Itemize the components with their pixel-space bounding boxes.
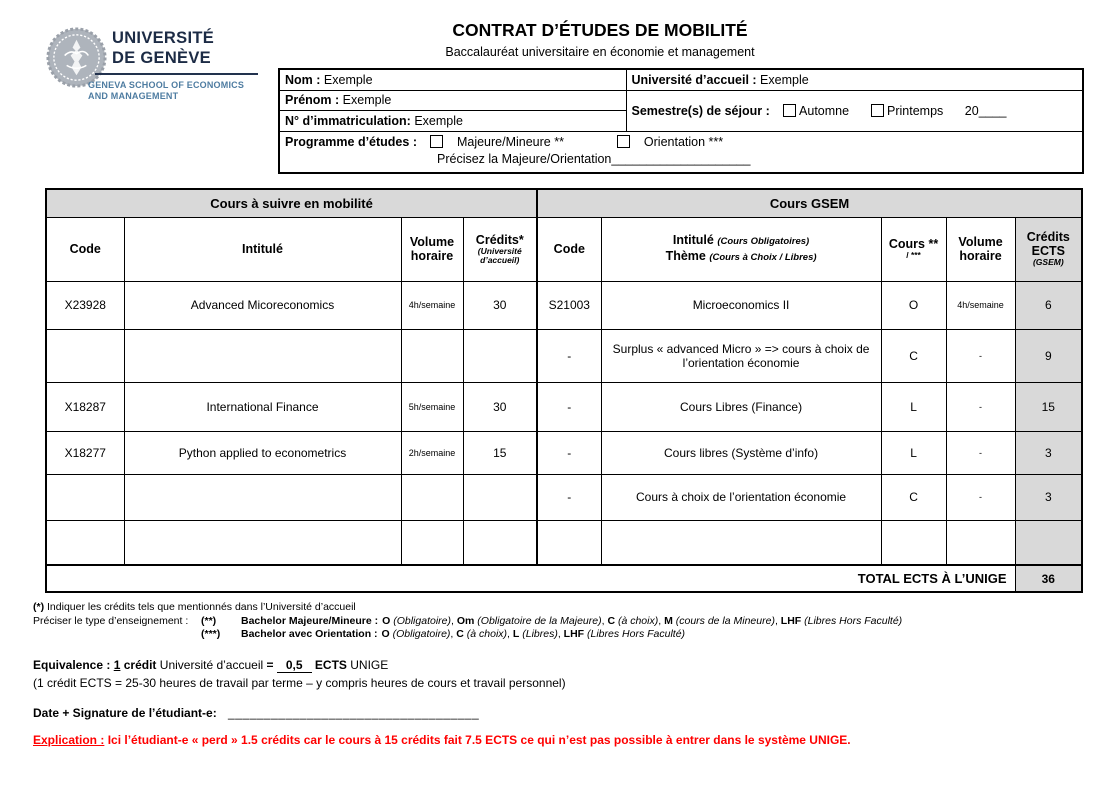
footnote-star1: (*) [33,601,45,613]
mobility-credits: 15 [463,431,537,474]
prenom-label: Prénom : [285,93,340,107]
equivalence-value: 0,5 [277,658,312,673]
mobility-credits: 30 [463,281,537,329]
mobility-intitule [124,329,401,382]
universite-accueil-cell [626,69,1083,90]
school-name-line1: GENEVA SCHOOL OF ECONOMICS [88,80,245,90]
gsem-volume: - [946,329,1015,382]
gsem-intitule: Cours Libres (Finance) [601,382,881,431]
equivalence-block [33,657,933,691]
footnote-line1-text: Indiquer les crédits tels que mentionnés dans l’Université d’accueil [47,601,356,613]
gsem-volume: - [946,474,1015,520]
gsem-ects: 3 [1015,474,1082,520]
mobility-credits: 30 [463,382,537,431]
gsem-cours-type: L [881,431,946,474]
mobility-volume: 2h/semaine [401,431,463,474]
gsem-cours-type [881,520,946,565]
col-header-ects: Crédits ECTS (GSEM) [1015,217,1082,281]
school-name-line2: AND MANAGEMENT [88,91,179,101]
col-header-volume-gsem: Volume horaire [946,217,1015,281]
col-header-intitule-theme: Intitulé (Cours Obligatoires) Thème (Cours à Choix / Libres) [601,217,881,281]
gsem-intitule: Cours à choix de l’orientation économie [601,474,881,520]
nom-cell [279,69,626,90]
page-title: CONTRAT D’ÉTUDES DE MOBILITÉ [452,20,748,40]
col-header-volume: Volume horaire [401,217,463,281]
majeure-mineure-label: Majeure/Mineure ** [456,134,564,149]
equivalence-credit-word: crédit [123,658,157,672]
mobility-volume: 5h/semaine [401,382,463,431]
gsem-ects: 15 [1015,382,1082,431]
total-ects-value: 36 [1015,565,1082,592]
semestre-cell [626,90,1083,131]
gsem-cours-type: L [881,382,946,431]
col-header-code: Code [46,217,124,281]
mobility-credits [463,474,537,520]
mobility-intitule [124,520,401,565]
group-header-mobility: Cours à suivre en mobilité [46,189,537,217]
school-name [88,80,244,102]
programme-label: Programme d’études : [285,134,417,149]
gsem-intitule [601,520,881,565]
gsem-ects: 3 [1015,431,1082,474]
universite-accueil-label: Université d’accueil : [631,72,757,87]
programme-line1 [285,135,1077,149]
gsem-volume [946,520,1015,565]
table-row [46,281,1082,329]
immatriculation-value: Exemple [414,113,463,128]
gsem-cours-type: C [881,329,946,382]
equivalence-unige: UNIGE [350,658,389,672]
prenom-cell [279,90,626,110]
col-header-code-gsem: Code [537,217,601,281]
footnote-items3: O (Obligatoire), C (à choix), L (Libres), LHF (Libres Hors Faculté) [381,628,686,640]
gsem-cours-type: C [881,474,946,520]
table-row [46,474,1082,520]
mobility-volume: 4h/semaine [401,281,463,329]
universite-accueil-value: Exemple [760,72,809,87]
immatriculation-label: N° d’immatriculation: [285,113,411,128]
equivalence-note: (1 crédit ECTS = 25-30 heures de travail par terme – y compris heures de cours et travail personnel) [33,676,566,690]
mobility-code: X18277 [46,431,124,474]
printemps-label: Printemps [887,103,944,118]
gsem-ects [1015,520,1082,565]
table-row [46,520,1082,565]
nom-value: Exemple [323,72,373,87]
prenom-value: Exemple [342,93,392,107]
gsem-intitule: Surplus « advanced Micro » => cours à choix de l’orientation économie [601,329,881,382]
mobility-code: X18287 [46,382,124,431]
checkbox-printemps[interactable] [871,104,884,117]
signature-label: Date + Signature de l’étudiant-e: [33,706,217,720]
mobility-credits [463,520,537,565]
gsem-code: - [537,474,601,520]
explication-block [33,733,1103,747]
checkbox-majeure-mineure[interactable] [430,135,443,148]
mobility-volume [401,329,463,382]
brand-divider [95,73,258,75]
mobility-credits [463,329,537,382]
equals-sign: = [266,658,274,672]
mobility-intitule: Python applied to econometrics [124,431,401,474]
explication-label: Explication : [33,733,105,747]
gsem-intitule: Cours libres (Système d’info) [601,431,881,474]
courses-table [45,188,1083,593]
university-name-line1: UNIVERSITÉ [112,29,215,47]
semestre-label: Semestre(s) de séjour : [631,103,770,118]
col-header-ects-sub: (GSEM) [1032,257,1064,268]
footnote-title2: Bachelor Majeure/Mineure : [241,614,379,627]
signature-line[interactable]: ___________________________________ [228,706,480,720]
orientation-label: Orientation *** [643,134,724,149]
programme-cell [279,131,1083,173]
footnote-title3: Bachelor avec Orientation : [241,628,378,640]
gsem-code: - [537,329,601,382]
explication-text: Ici l’étudiant-e « perd » 1.5 crédits car le cours à 15 crédits fait 7.5 ECTS ce qui n’est pas possible à entrer dans le système UNIGE. [107,733,851,747]
equivalence-line [33,657,933,673]
col-header-credits: Crédits* (Université d’accueil) [463,217,537,281]
gsem-code [537,520,601,565]
gsem-volume: - [946,382,1015,431]
col-header-intitule-sub: (Cours Obligatoires) [717,236,810,247]
gsem-intitule: Microeconomics II [601,281,881,329]
mobility-intitule: International Finance [124,382,401,431]
col-header-intitule: Intitulé [124,217,401,281]
footnote-line2 [33,615,1093,629]
precisez-blank[interactable]: Précisez la Majeure/Orientation____________________ [437,151,751,166]
mobility-volume [401,520,463,565]
equivalence-credit-num: 1 [113,658,121,672]
mobility-volume [401,474,463,520]
equivalence-label: Equivalence : [33,658,111,672]
footnote-line3 [33,628,1093,642]
footnote-items2: O (Obligatoire), Om (Obligatoire de la Majeure), C (à choix), M (cours de la Mineure), LHF (Libres Hors Faculté) [382,614,903,627]
university-name-line2: DE GENÈVE [112,48,211,67]
nom-label: Nom : [285,72,321,87]
title-block [180,20,1020,59]
gsem-ects: 9 [1015,329,1082,382]
equivalence-univ: Université d’accueil [159,658,264,672]
table-row [46,382,1082,431]
year-blank[interactable]: 20____ [964,103,1007,118]
mobility-code [46,474,124,520]
gsem-cours-type: O [881,281,946,329]
automne-label: Automne [799,103,850,118]
mobility-intitule: Advanced Micoreconomics [124,281,401,329]
mobility-code [46,520,124,565]
footnote-prefix: Préciser le type d’enseignement : [33,614,189,627]
col-header-credits-sub: (Université d’accueil) [477,245,522,265]
footnote-line1 [33,601,1093,615]
table-row [46,329,1082,382]
student-info-form [278,68,1084,174]
mobility-intitule [124,474,401,520]
immatriculation-cell [279,110,626,131]
footnotes [33,601,1093,642]
gsem-volume: - [946,431,1015,474]
group-header-gsem: Cours GSEM [537,189,1082,217]
gsem-code: - [537,382,601,431]
mobility-code: X23928 [46,281,124,329]
col-header-cours-sub: / *** [906,250,921,261]
col-header-cours-type: Cours ** / *** [881,217,946,281]
page-subtitle: Baccalauréat universitaire en économie et management [445,45,755,59]
footnote-star3: (***) [201,628,221,640]
gsem-code: S21003 [537,281,601,329]
footnote-star2: (**) [201,614,217,627]
gsem-code: - [537,431,601,474]
table-row [46,431,1082,474]
total-row [46,565,1082,592]
total-ects-label: TOTAL ECTS À L’UNIGE [46,565,1015,592]
signature-block [33,706,479,720]
checkbox-automne[interactable] [783,104,796,117]
mobility-code [46,329,124,382]
gsem-volume: 4h/semaine [946,281,1015,329]
equivalence-ects: ECTS [314,658,347,672]
checkbox-orientation[interactable] [617,135,630,148]
col-header-theme-sub: (Cours à Choix / Libres) [709,252,817,263]
gsem-ects: 6 [1015,281,1082,329]
